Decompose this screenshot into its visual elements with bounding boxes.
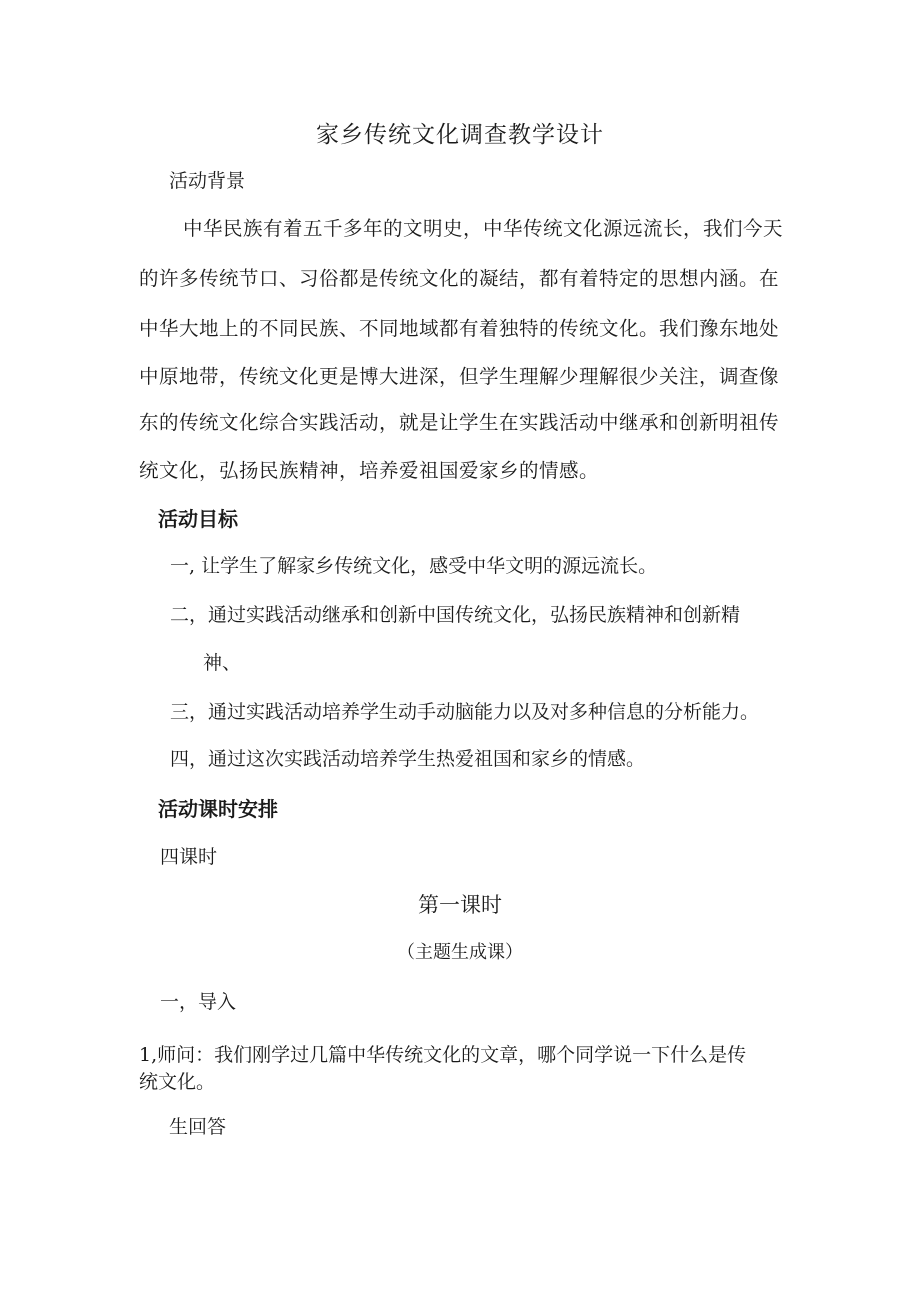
section-heading: 一，导入 <box>160 991 237 1013</box>
schedule-heading: 活动课时安排 <box>158 797 278 821</box>
goal-item: 三，通过实践活动培养学生动手动脑能力以及对多种信息的分析能力。 <box>170 701 760 723</box>
question-line: 1,师问：我们刚学过几篇中华传统文化的文章，哪个同学说一下什么是传 <box>139 1044 747 1066</box>
goal-item: 四，通过这次实践活动培养学生热爱祖国和家乡的情感。 <box>170 748 646 770</box>
paragraph-line: 中华民族有着五千多年的文明史，中华传统文化源远流长，我们今天 <box>183 217 784 240</box>
paragraph-line: 中原地带，传统文化更是博大进深，但学生理解少理解很少关注，调查像 <box>139 365 780 388</box>
schedule-total: 四课时 <box>160 846 218 868</box>
background-heading: 活动背景 <box>169 170 246 192</box>
paragraph-line: 统文化，弘扬民族精神，培养爱祖国爱家乡的情感。 <box>139 459 600 482</box>
goal-item: 二，通过实践活动继承和创新中国传统文化，弘扬民族精神和创新精 <box>170 604 741 626</box>
goal-item: 一, 让学生了解家乡传统文化，感受中华文明的源远流长。 <box>170 555 658 577</box>
question-line: 统文化。 <box>139 1071 216 1093</box>
paragraph-line: 东的传统文化综合实践活动，就是让学生在实践活动中继承和创新明祖传 <box>139 411 780 434</box>
student-answer: 生回答 <box>169 1116 227 1138</box>
goal-item-continuation: 神、 <box>203 652 242 674</box>
lesson-title: 第一课时 <box>418 893 502 917</box>
paragraph-line: 的许多传统节口、习俗都是传统文化的凝结，都有着特定的思想内涵。在 <box>139 267 780 290</box>
lesson-subtitle: （主题生成课） <box>397 942 523 963</box>
paragraph-line: 中华大地上的不同民族、不同地域都有着独特的传统文化。我们豫东地处 <box>139 317 780 340</box>
goals-heading: 活动目标 <box>158 507 238 531</box>
document-title: 家乡传统文化调查教学设计 <box>316 122 604 148</box>
